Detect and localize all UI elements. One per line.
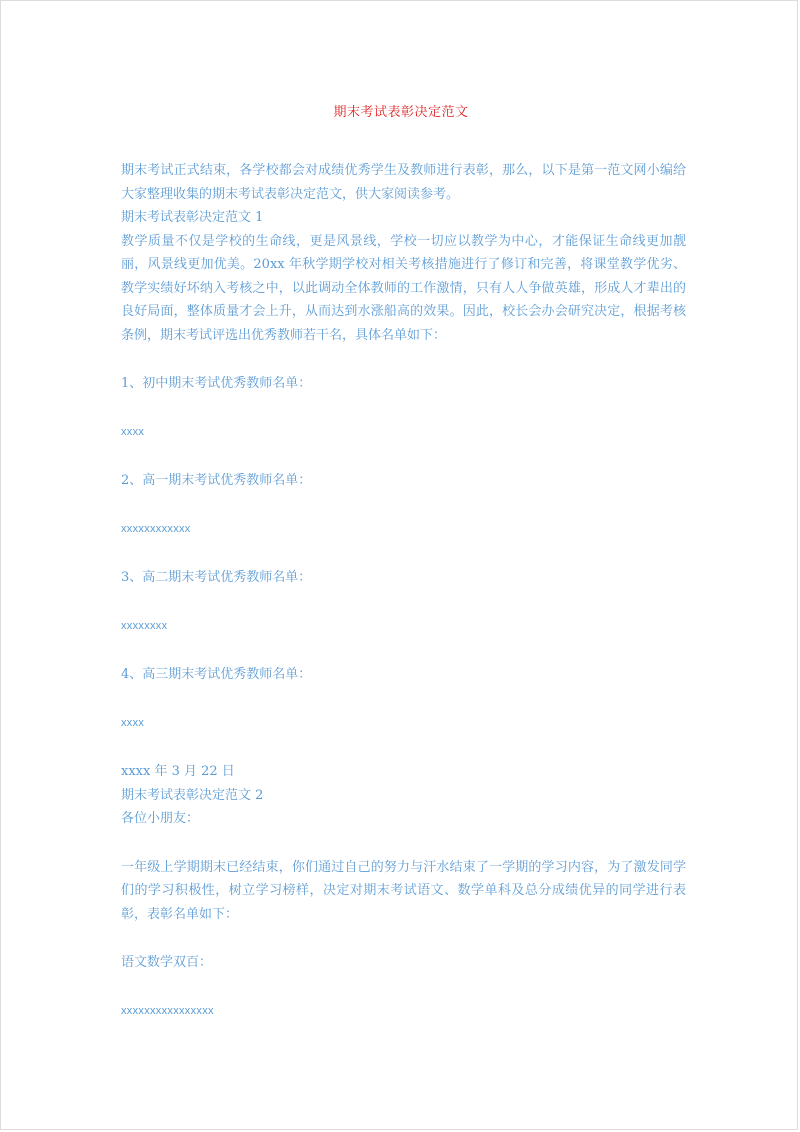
list1-names: xxxx xyxy=(121,425,145,438)
spacer xyxy=(121,590,686,615)
section2-greeting: 各位小朋友： xyxy=(121,811,200,826)
spacer xyxy=(121,347,686,372)
spacer xyxy=(121,396,686,421)
list4-label: 4、高三期末考试优秀教师名单： xyxy=(121,667,312,682)
spacer xyxy=(121,975,686,1000)
spacer xyxy=(121,444,686,469)
spacer xyxy=(121,541,686,566)
section2-list-label: 语文数学双百： xyxy=(121,955,213,970)
section2-heading: 期末考试表彰决定范文 2 xyxy=(121,787,264,803)
document-title: 期末考试表彰决定范文 xyxy=(333,105,469,120)
spacer xyxy=(121,638,686,663)
section2-paragraph: 一年级上学期期末已经结束，你们通过自己的努力与汗水结束了一学期的学习内容，为了激发同学们的学习积极性，树立学习榜样，决定对期末考试语文、数学单科及总分成绩优异的同学进行表彰，表彰名单如下： xyxy=(121,859,686,922)
section1-date: xxxx 年 3 月 22 日 xyxy=(121,764,235,779)
list4-names: xxxx xyxy=(121,716,145,729)
spacer xyxy=(121,493,686,518)
section2-list-names: xxxxxxxxxxxxxxxx xyxy=(121,1004,214,1017)
section1-heading: 期末考试表彰决定范文 1 xyxy=(121,210,264,225)
intro-paragraph: 期末考试正式结束，各学校都会对成绩优秀学生及教师进行表彰，那么，以下是第一范文网小编给大家整理收集的期末考试表彰决定范文，供大家阅读参考。 xyxy=(121,163,686,202)
spacer xyxy=(121,687,686,712)
spacer xyxy=(121,735,686,760)
spacer xyxy=(121,926,686,951)
list1-label: 1、初中期末考试优秀教师名单： xyxy=(121,376,312,391)
spacer xyxy=(121,831,686,856)
document-body xyxy=(121,159,686,1023)
list2-names: xxxxxxxxxxxx xyxy=(121,522,191,535)
section1-paragraph: 教学质量不仅是学校的生命线，更是风景线，学校一切应以教学为中心，才能保证生命线更加靓丽，风景线更加优美。20xx 年秋学期学校对相关考核措施进行了修订和完善，将课堂教学优劣、教学实绩好坏纳入考核之中，以此调动全体教师的工作激情，只有人人争做英雄，形成人才辈出的良好局面，整体质量才会上升，从而达到水涨船高的效果。因此，校长会办会研究决定，根据考核条例，期末考试评选出优秀教师若干名，具体名单如下： xyxy=(121,233,686,343)
list3-names: xxxxxxxx xyxy=(121,619,168,632)
list2-label: 2、高一期末考试优秀教师名单： xyxy=(121,473,312,488)
list3-label: 3、高二期末考试优秀教师名单： xyxy=(121,570,312,585)
